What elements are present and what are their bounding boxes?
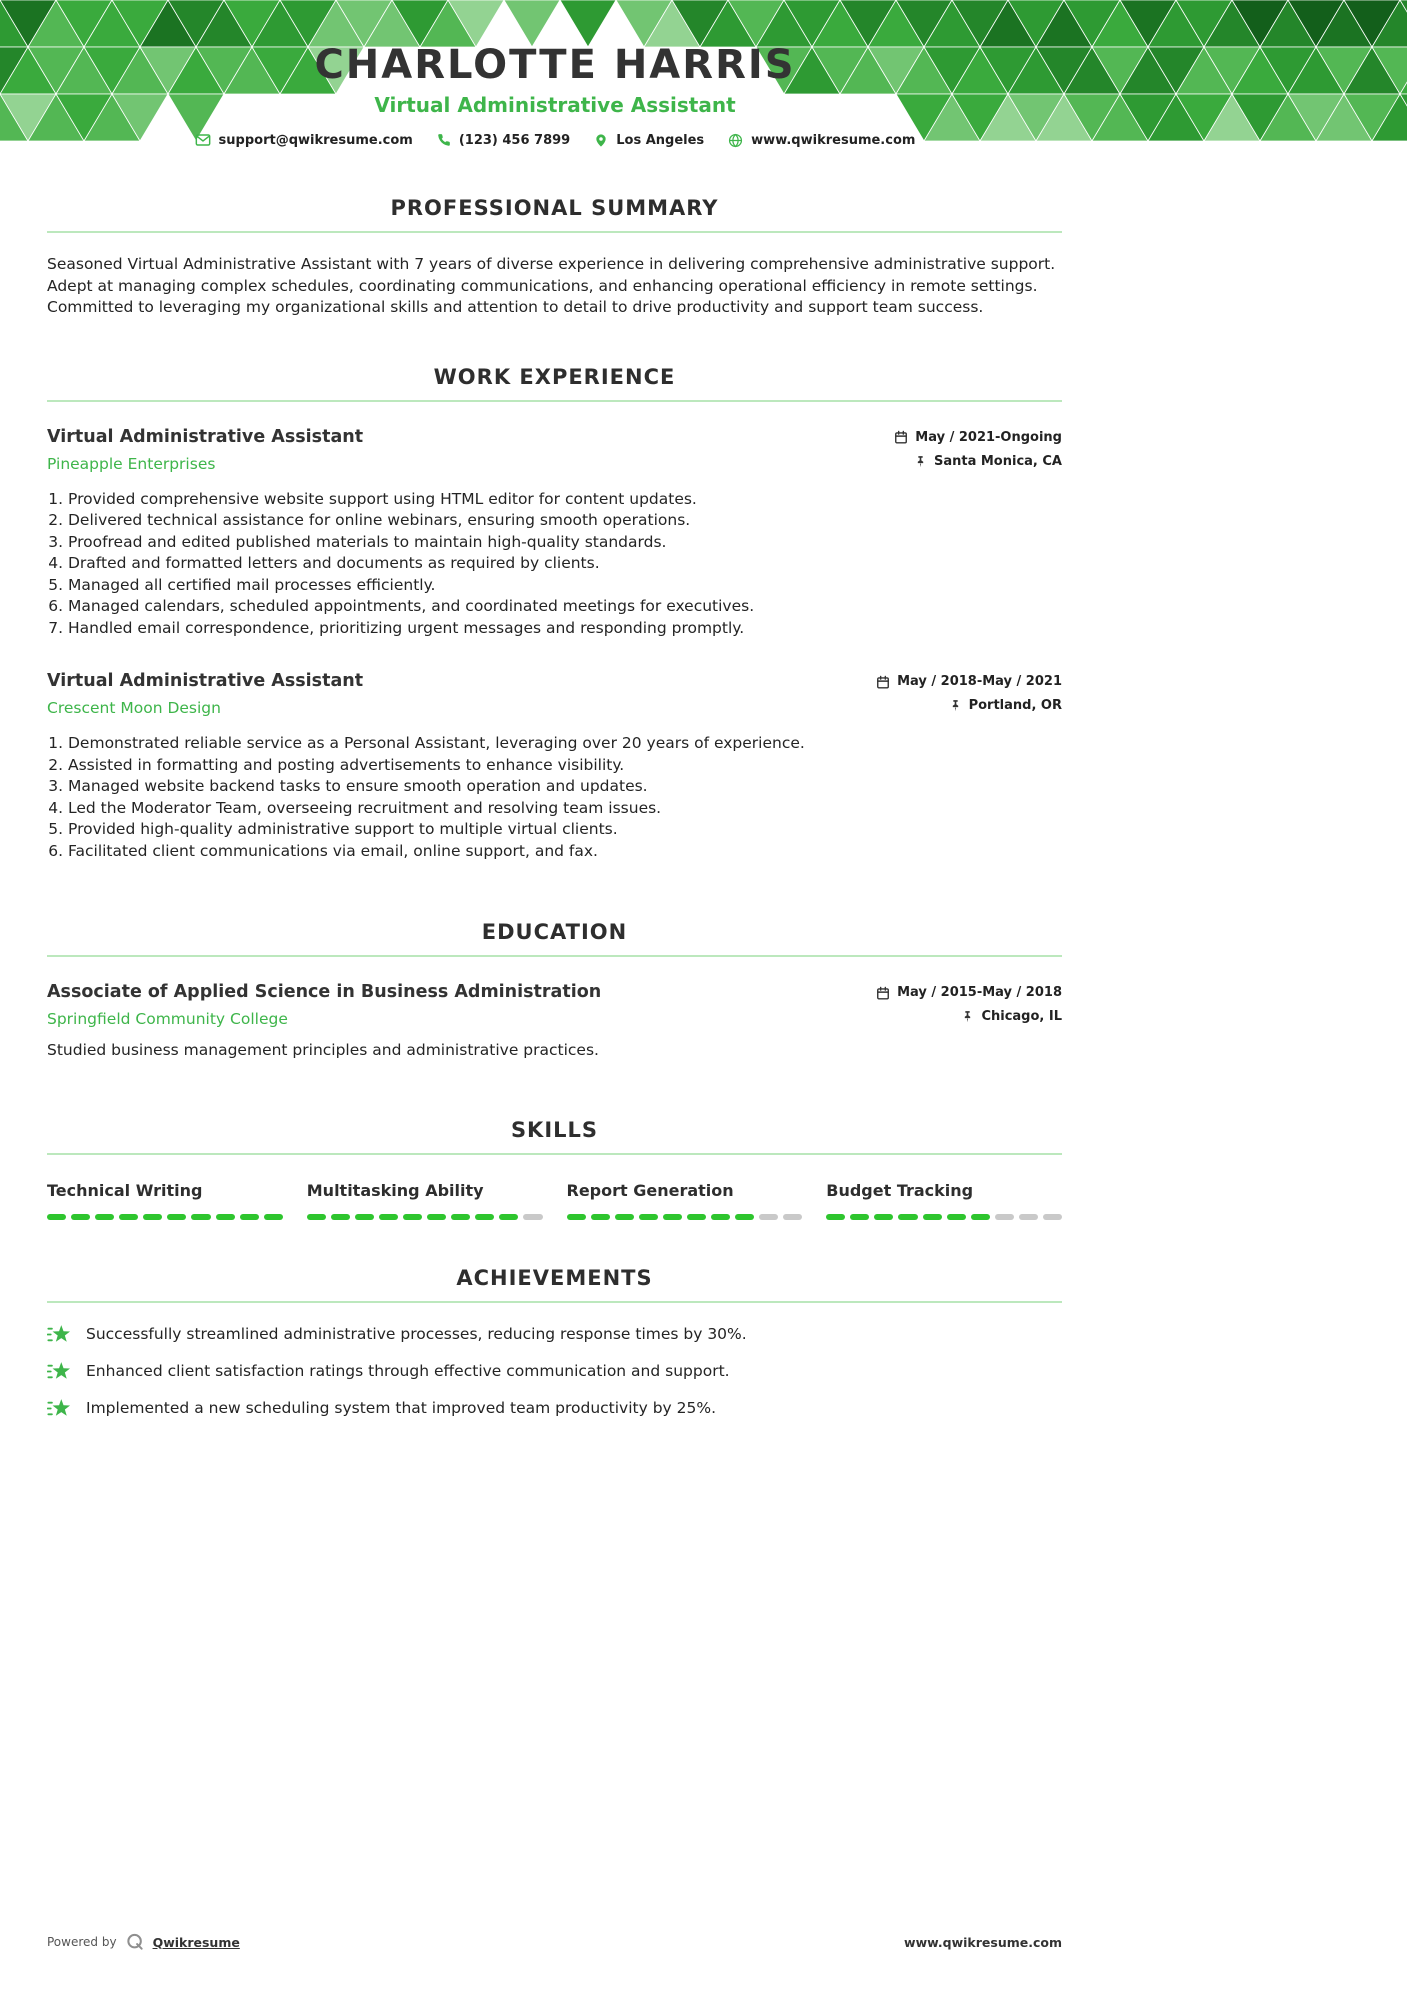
job-dates-row xyxy=(894,430,1062,445)
job-bullet: 5. Provided high-quality administrative support to multiple virtual clients. xyxy=(68,819,1062,841)
skill-item xyxy=(307,1181,543,1220)
experience-entry xyxy=(47,427,1062,640)
calendar-icon xyxy=(876,986,890,1000)
skill-segment-filled xyxy=(427,1214,446,1220)
skill-name: Technical Writing xyxy=(47,1180,203,1200)
achievement-star-icon xyxy=(47,1323,72,1346)
job-bullet: 6. Managed calendars, scheduled appointments, and coordinated meetings for executives. xyxy=(68,596,1062,618)
powered-by-label: Powered by xyxy=(47,1935,117,1949)
skill-name: Report Generation xyxy=(566,1180,734,1200)
contact-website xyxy=(728,133,915,148)
contact-email xyxy=(195,132,413,148)
job-bullets xyxy=(47,733,1062,862)
skill-segment-empty xyxy=(1043,1214,1062,1220)
entry-meta xyxy=(876,982,1062,1024)
job-bullet: 4. Led the Moderator Team, overseeing recruitment and resolving team issues. xyxy=(68,798,1062,820)
job-location: Santa Monica, CA xyxy=(933,453,1062,469)
skill-segment-filled xyxy=(567,1214,586,1220)
section-education xyxy=(47,920,1062,1062)
powered-by xyxy=(47,1932,240,1952)
skill-segment-filled xyxy=(240,1214,259,1220)
skill-name: Multitasking Ability xyxy=(306,1180,484,1200)
job-bullet: 1. Demonstrated reliable service as a Personal Assistant, leveraging over 20 years of experience. xyxy=(68,733,1062,755)
skill-segment-filled xyxy=(451,1214,470,1220)
skill-segment-filled xyxy=(355,1214,374,1220)
skill-segment-filled xyxy=(923,1214,942,1220)
skill-segment-filled xyxy=(143,1214,162,1220)
section-divider xyxy=(47,400,1062,402)
candidate-title: Virtual Administrative Assistant xyxy=(374,93,736,117)
entry-head xyxy=(47,982,1062,1028)
qwikresume-link[interactable]: Qwikresume xyxy=(152,1934,240,1950)
section-divider xyxy=(47,955,1062,957)
entry-titles xyxy=(47,427,363,473)
contact-email-text: support@qwikresume.com xyxy=(218,132,413,148)
section-heading-experience: WORK EXPERIENCE xyxy=(433,364,676,389)
school-name: Springfield Community College xyxy=(47,1010,288,1028)
skill-segment-filled xyxy=(264,1214,283,1220)
job-company: Pineapple Enterprises xyxy=(47,454,216,473)
footer-website: www.qwikresume.com xyxy=(904,1934,1062,1950)
skill-segment-filled xyxy=(379,1214,398,1220)
qwikresume-logo-icon xyxy=(125,1932,145,1952)
job-bullet: 3. Proofread and edited published materials to maintain high-quality standards. xyxy=(68,532,1062,554)
achievement-text: Successfully streamlined administrative processes, reducing response times by 30%. xyxy=(86,1325,747,1343)
skill-segment-empty xyxy=(759,1214,778,1220)
pin-icon xyxy=(914,455,927,468)
entry-titles xyxy=(47,671,363,717)
education-entry xyxy=(47,982,1062,1062)
education-list xyxy=(47,982,1062,1062)
resume-header xyxy=(0,0,1407,176)
calendar-icon xyxy=(876,675,890,689)
job-bullet: 2. Assisted in formatting and posting advertisements to enhance visibility. xyxy=(68,755,1062,777)
education-dates-row xyxy=(876,985,1062,1000)
skill-segment-empty xyxy=(523,1214,542,1220)
job-bullets xyxy=(47,489,1062,640)
entry-head xyxy=(47,671,1062,717)
contact-row xyxy=(0,132,1110,148)
skill-segment-filled xyxy=(850,1214,869,1220)
candidate-name: CHARLOTTE HARRIS xyxy=(314,42,796,88)
job-title: Virtual Administrative Assistant xyxy=(47,671,364,691)
skill-level-bar xyxy=(47,1214,283,1220)
section-divider xyxy=(47,231,1062,233)
section-divider xyxy=(47,1153,1062,1155)
skill-level-bar xyxy=(567,1214,803,1220)
achievement-item xyxy=(47,1360,1062,1383)
entry-head xyxy=(47,427,1062,473)
skill-segment-empty xyxy=(1019,1214,1038,1220)
job-dates: May / 2021-Ongoing xyxy=(915,429,1062,445)
job-bullet: 1. Provided comprehensive website support using HTML editor for content updates. xyxy=(68,489,1062,511)
section-heading-summary: PROFESSIONAL SUMMARY xyxy=(390,196,719,220)
skill-item xyxy=(826,1181,1062,1220)
job-bullet: 5. Managed all certified mail processes efficiently. xyxy=(68,575,1062,597)
education-dates: May / 2015-May / 2018 xyxy=(897,985,1062,1000)
achievements-list xyxy=(47,1323,1062,1420)
section-heading-skills: SKILLS xyxy=(510,1117,599,1142)
section-heading-education: EDUCATION xyxy=(481,920,628,944)
pin-icon xyxy=(949,699,962,712)
entry-titles xyxy=(47,982,601,1028)
section-summary xyxy=(47,196,1062,319)
pin-icon xyxy=(961,1010,974,1023)
skill-segment-filled xyxy=(639,1214,658,1220)
job-bullet: 6. Facilitated client communications via email, online support, and fax. xyxy=(68,841,1062,863)
skill-segment-filled xyxy=(971,1214,990,1220)
job-bullet: 3. Managed website backend tasks to ensure smooth operation and updates. xyxy=(68,776,1062,798)
phone-icon xyxy=(437,133,451,147)
skill-name: Budget Tracking xyxy=(826,1180,974,1200)
skill-segment-filled xyxy=(499,1214,518,1220)
skill-segment-filled xyxy=(615,1214,634,1220)
skill-segment-filled xyxy=(95,1214,114,1220)
job-dates: May / 2018-May / 2021 xyxy=(897,674,1062,689)
section-achievements xyxy=(47,1266,1062,1420)
skill-segment-filled xyxy=(735,1214,754,1220)
education-location-row xyxy=(961,1009,1062,1024)
achievement-text: Enhanced client satisfaction ratings through effective communication and support. xyxy=(86,1362,730,1380)
education-location: Chicago, IL xyxy=(981,1009,1062,1024)
skill-segment-filled xyxy=(591,1214,610,1220)
calendar-icon xyxy=(894,430,908,444)
skill-level-bar xyxy=(826,1214,1062,1220)
experience-entry xyxy=(47,671,1062,862)
email-icon xyxy=(195,132,211,148)
job-title: Virtual Administrative Assistant xyxy=(47,426,364,447)
globe-icon xyxy=(728,133,743,148)
skill-segment-empty xyxy=(995,1214,1014,1220)
job-company: Crescent Moon Design xyxy=(47,699,221,717)
skill-segment-filled xyxy=(687,1214,706,1220)
skill-item xyxy=(567,1181,803,1220)
skill-segment-filled xyxy=(47,1214,66,1220)
skill-segment-filled xyxy=(947,1214,966,1220)
skills-grid xyxy=(47,1181,1062,1220)
section-skills xyxy=(47,1118,1062,1220)
skill-segment-filled xyxy=(119,1214,138,1220)
skill-segment-filled xyxy=(898,1214,917,1220)
job-bullet: 2. Delivered technical assistance for online webinars, ensuring smooth operations. xyxy=(68,510,1062,532)
skill-level-bar xyxy=(307,1214,543,1220)
contact-phone-text: (123) 456 7899 xyxy=(458,132,571,148)
job-location: Portland, OR xyxy=(968,698,1062,713)
header-content xyxy=(0,0,1110,148)
skill-segment-filled xyxy=(711,1214,730,1220)
achievement-star-icon xyxy=(47,1397,72,1420)
summary-text: Seasoned Virtual Administrative Assistant with 7 years of diverse experience in delivering comprehensive administrative support. Adept at managing complex schedules, coordinating communications, and enhancing operational efficiency in remote settings. Committed to leveraging my organizational skills and attention to detail to drive productivity and support team success. xyxy=(47,255,1056,316)
skill-segment-filled xyxy=(191,1214,210,1220)
job-location-row xyxy=(914,454,1062,469)
education-description: Studied business management principles and administrative practices. xyxy=(47,1041,599,1059)
contact-location-text: Los Angeles xyxy=(616,132,705,148)
skill-segment-filled xyxy=(167,1214,186,1220)
resume-body xyxy=(47,196,1062,1420)
contact-website-text: www.qwikresume.com xyxy=(751,132,916,148)
achievement-item xyxy=(47,1323,1062,1346)
experience-list xyxy=(47,427,1062,863)
achievement-item xyxy=(47,1397,1062,1420)
achievement-star-icon xyxy=(47,1360,72,1383)
job-bullet: 7. Handled email correspondence, prioritizing urgent messages and responding promptly. xyxy=(68,618,1062,640)
skill-segment-filled xyxy=(71,1214,90,1220)
skill-segment-filled xyxy=(874,1214,893,1220)
job-dates-row xyxy=(876,674,1062,689)
page-footer xyxy=(47,1932,1062,1952)
skill-segment-empty xyxy=(783,1214,802,1220)
skill-segment-filled xyxy=(663,1214,682,1220)
location-icon xyxy=(594,133,608,148)
entry-meta xyxy=(876,671,1062,713)
entry-meta xyxy=(894,427,1062,469)
section-divider xyxy=(47,1301,1062,1303)
section-experience xyxy=(47,365,1062,863)
skill-segment-filled xyxy=(331,1214,350,1220)
contact-phone xyxy=(437,133,570,148)
section-heading-achievements: ACHIEVEMENTS xyxy=(456,1265,653,1290)
job-location-row xyxy=(949,698,1062,713)
skill-item xyxy=(47,1181,283,1220)
skill-segment-filled xyxy=(403,1214,422,1220)
skill-segment-filled xyxy=(307,1214,326,1220)
skill-segment-filled xyxy=(475,1214,494,1220)
achievement-text: Implemented a new scheduling system that improved team productivity by 25%. xyxy=(86,1399,717,1417)
skill-segment-filled xyxy=(216,1214,235,1220)
degree-title: Associate of Applied Science in Business Administration xyxy=(47,982,602,1002)
job-bullet: 4. Drafted and formatted letters and documents as required by clients. xyxy=(68,553,1062,575)
skill-segment-filled xyxy=(826,1214,845,1220)
contact-location xyxy=(594,133,704,148)
